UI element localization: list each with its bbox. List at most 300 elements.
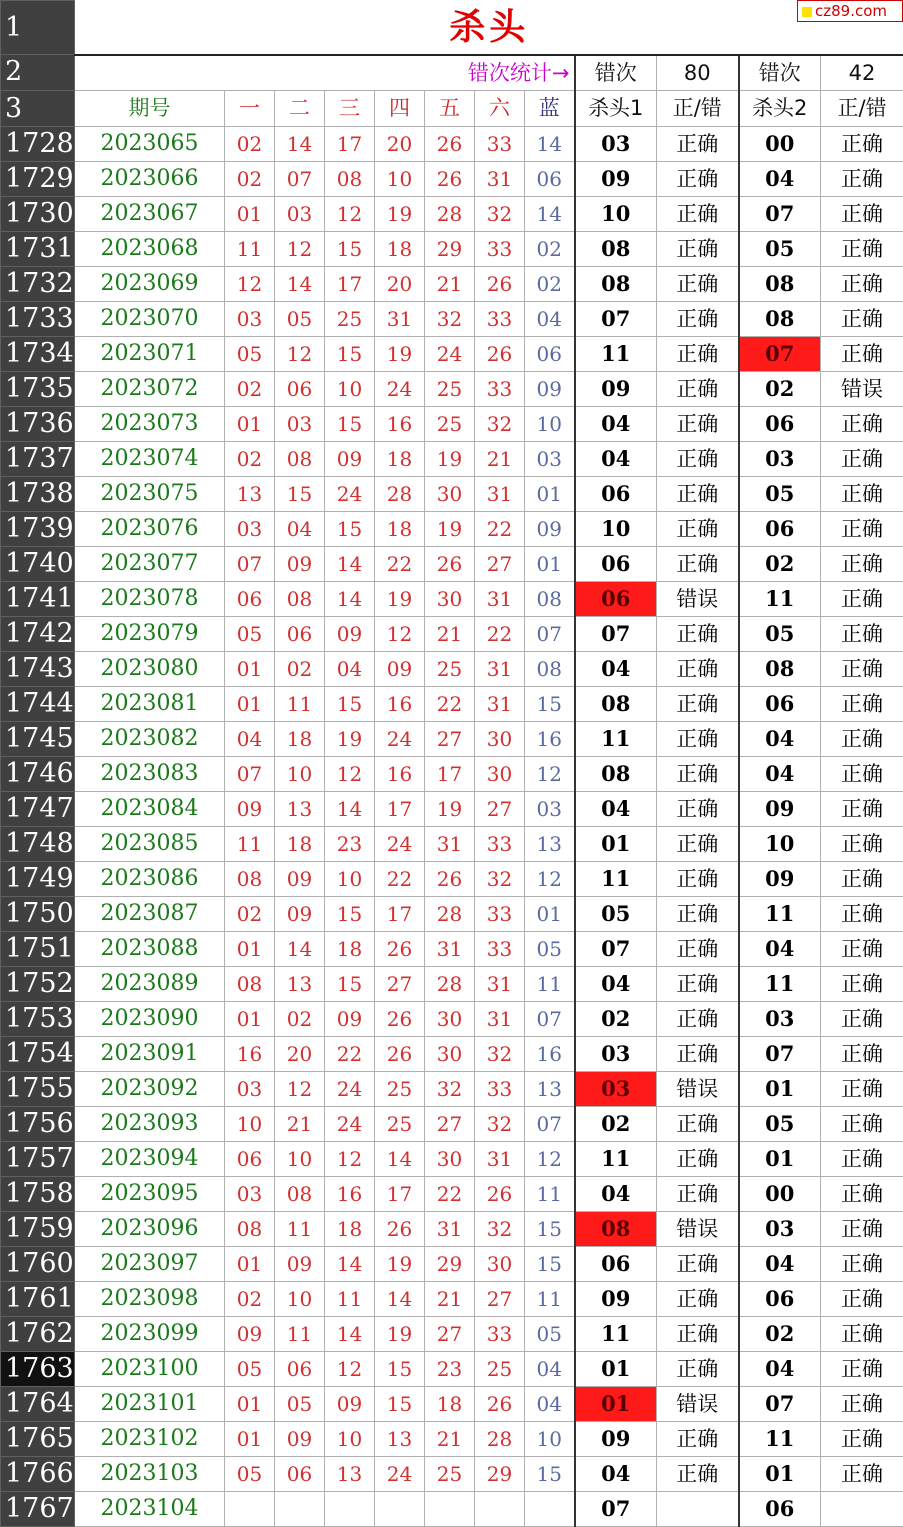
kill-2-cell[interactable]: 07 [739, 1036, 821, 1071]
red-number-cell[interactable]: 09 [325, 1001, 375, 1036]
red-number-cell[interactable]: 25 [425, 651, 475, 686]
blue-number-cell[interactable]: 04 [525, 301, 575, 336]
period-cell[interactable]: 2023091 [75, 1036, 225, 1071]
result-2-cell[interactable]: 正确 [821, 126, 903, 161]
red-number-cell[interactable]: 15 [325, 896, 375, 931]
period-cell[interactable]: 2023080 [75, 651, 225, 686]
period-cell[interactable]: 2023085 [75, 826, 225, 861]
red-number-cell[interactable]: 12 [325, 756, 375, 791]
kill-2-cell[interactable]: 02 [739, 1316, 821, 1351]
row-number[interactable]: 1762 [1, 1316, 75, 1351]
kill-1-cell[interactable]: 04 [575, 1176, 657, 1211]
row-number[interactable]: 1730 [1, 196, 75, 231]
period-cell[interactable]: 2023081 [75, 686, 225, 721]
red-number-cell[interactable]: 31 [475, 581, 525, 616]
row-number[interactable]: 1737 [1, 441, 75, 476]
red-number-cell[interactable]: 19 [375, 581, 425, 616]
red-number-cell[interactable]: 22 [475, 616, 525, 651]
red-number-cell[interactable]: 30 [475, 1246, 525, 1281]
red-number-cell[interactable]: 26 [475, 336, 525, 371]
kill-1-cell[interactable]: 04 [575, 441, 657, 476]
kill-1-cell[interactable]: 07 [575, 616, 657, 651]
kill-1-cell[interactable]: 04 [575, 1456, 657, 1491]
red-number-cell[interactable]: 19 [375, 1246, 425, 1281]
result-1-cell[interactable]: 错误 [657, 1071, 739, 1106]
red-number-cell[interactable]: 30 [475, 721, 525, 756]
red-number-cell[interactable]: 26 [375, 931, 425, 966]
red-number-cell[interactable]: 30 [425, 1036, 475, 1071]
kill-1-cell[interactable]: 09 [575, 161, 657, 196]
blue-number-cell[interactable]: 11 [525, 966, 575, 1001]
kill-1-cell[interactable]: 09 [575, 371, 657, 406]
kill-2-cell[interactable]: 07 [739, 336, 821, 371]
red-number-cell[interactable]: 17 [325, 266, 375, 301]
blue-number-cell[interactable]: 08 [525, 651, 575, 686]
red-number-cell[interactable]: 30 [425, 1001, 475, 1036]
kill-1-cell[interactable]: 06 [575, 1246, 657, 1281]
red-number-cell[interactable]: 06 [275, 616, 325, 651]
red-number-cell[interactable]: 22 [375, 546, 425, 581]
red-number-cell[interactable]: 06 [225, 1141, 275, 1176]
red-number-cell[interactable]: 28 [425, 896, 475, 931]
kill-2-cell[interactable]: 07 [739, 196, 821, 231]
result-1-cell[interactable]: 正确 [657, 861, 739, 896]
result-2-cell[interactable]: 正确 [821, 406, 903, 441]
result-2-cell[interactable]: 正确 [821, 1421, 903, 1456]
blue-number-cell[interactable]: 12 [525, 1141, 575, 1176]
red-number-cell[interactable]: 02 [225, 896, 275, 931]
kill-2-cell[interactable]: 06 [739, 406, 821, 441]
red-number-cell[interactable]: 24 [375, 371, 425, 406]
result-2-cell[interactable]: 正确 [821, 1001, 903, 1036]
result-1-cell[interactable]: 正确 [657, 196, 739, 231]
red-number-cell[interactable]: 07 [225, 756, 275, 791]
red-number-cell[interactable]: 09 [225, 1316, 275, 1351]
row-number[interactable]: 1761 [1, 1281, 75, 1316]
blue-number-cell[interactable]: 08 [525, 581, 575, 616]
kill-2-cell[interactable]: 08 [739, 266, 821, 301]
row-number[interactable]: 1 [1, 1, 75, 55]
red-number-cell[interactable]: 25 [475, 1351, 525, 1386]
row-number[interactable]: 1763 [1, 1351, 75, 1386]
result-2-cell[interactable]: 正确 [821, 791, 903, 826]
kill-1-cell[interactable]: 08 [575, 756, 657, 791]
row-number[interactable]: 1767 [1, 1491, 75, 1526]
red-number-cell[interactable]: 10 [325, 1421, 375, 1456]
red-number-cell[interactable]: 22 [425, 686, 475, 721]
result-1-cell[interactable]: 正确 [657, 1456, 739, 1491]
result-1-cell[interactable]: 正确 [657, 651, 739, 686]
red-number-cell[interactable]: 03 [225, 511, 275, 546]
red-number-cell[interactable]: 08 [275, 581, 325, 616]
red-number-cell[interactable] [425, 1491, 475, 1526]
red-number-cell[interactable]: 18 [375, 231, 425, 266]
red-number-cell[interactable]: 32 [475, 1106, 525, 1141]
period-cell[interactable]: 2023084 [75, 791, 225, 826]
red-number-cell[interactable]: 33 [475, 301, 525, 336]
red-number-cell[interactable]: 29 [425, 231, 475, 266]
row-number[interactable]: 1747 [1, 791, 75, 826]
kill-1-cell[interactable]: 02 [575, 1001, 657, 1036]
blue-number-cell[interactable]: 02 [525, 231, 575, 266]
red-number-cell[interactable]: 22 [475, 511, 525, 546]
kill-2-cell[interactable]: 09 [739, 861, 821, 896]
red-number-cell[interactable]: 14 [275, 266, 325, 301]
result-1-cell[interactable]: 正确 [657, 1421, 739, 1456]
period-cell[interactable]: 2023096 [75, 1211, 225, 1246]
row-number[interactable]: 1734 [1, 336, 75, 371]
red-number-cell[interactable]: 18 [275, 826, 325, 861]
red-number-cell[interactable]: 10 [225, 1106, 275, 1141]
kill-2-cell[interactable]: 05 [739, 1106, 821, 1141]
kill-1-cell[interactable]: 07 [575, 301, 657, 336]
red-number-cell[interactable]: 08 [275, 1176, 325, 1211]
red-number-cell[interactable]: 16 [375, 406, 425, 441]
period-cell[interactable]: 2023083 [75, 756, 225, 791]
row-number[interactable]: 1764 [1, 1386, 75, 1421]
red-number-cell[interactable]: 09 [275, 896, 325, 931]
red-number-cell[interactable]: 03 [225, 1071, 275, 1106]
row-number[interactable]: 1758 [1, 1176, 75, 1211]
red-number-cell[interactable]: 31 [475, 161, 525, 196]
red-number-cell[interactable]: 22 [375, 861, 425, 896]
red-number-cell[interactable]: 32 [475, 861, 525, 896]
red-number-cell[interactable]: 32 [425, 1071, 475, 1106]
red-number-cell[interactable]: 32 [475, 1211, 525, 1246]
red-number-cell[interactable]: 27 [475, 1281, 525, 1316]
red-number-cell[interactable]: 17 [375, 791, 425, 826]
blue-number-cell[interactable]: 07 [525, 1106, 575, 1141]
period-cell[interactable]: 2023101 [75, 1386, 225, 1421]
red-number-cell[interactable]: 19 [425, 791, 475, 826]
period-cell[interactable]: 2023082 [75, 721, 225, 756]
red-number-cell[interactable]: 13 [325, 1456, 375, 1491]
red-number-cell[interactable]: 19 [425, 441, 475, 476]
red-number-cell[interactable]: 17 [325, 126, 375, 161]
kill-1-cell[interactable]: 11 [575, 721, 657, 756]
result-2-cell[interactable]: 正确 [821, 931, 903, 966]
kill-1-cell[interactable]: 07 [575, 931, 657, 966]
red-number-cell[interactable]: 07 [225, 546, 275, 581]
period-cell[interactable]: 2023075 [75, 476, 225, 511]
red-number-cell[interactable]: 09 [325, 1386, 375, 1421]
red-number-cell[interactable]: 09 [275, 1421, 325, 1456]
period-cell[interactable]: 2023086 [75, 861, 225, 896]
red-number-cell[interactable]: 01 [225, 1246, 275, 1281]
kill-1-cell[interactable]: 01 [575, 826, 657, 861]
blue-number-cell[interactable]: 15 [525, 686, 575, 721]
kill-1-cell[interactable]: 08 [575, 231, 657, 266]
red-number-cell[interactable]: 31 [425, 931, 475, 966]
red-number-cell[interactable]: 15 [325, 686, 375, 721]
blue-number-cell[interactable]: 07 [525, 1001, 575, 1036]
kill-1-cell[interactable]: 07 [575, 1491, 657, 1526]
kill-1-cell[interactable]: 05 [575, 896, 657, 931]
result-1-cell[interactable]: 正确 [657, 441, 739, 476]
kill-2-cell[interactable]: 03 [739, 1211, 821, 1246]
red-number-cell[interactable]: 22 [325, 1036, 375, 1071]
result-2-cell[interactable]: 正确 [821, 1176, 903, 1211]
red-number-cell[interactable]: 28 [375, 476, 425, 511]
red-number-cell[interactable]: 31 [375, 301, 425, 336]
blue-number-cell[interactable]: 02 [525, 266, 575, 301]
result-1-cell[interactable]: 正确 [657, 476, 739, 511]
red-number-cell[interactable]: 26 [375, 1001, 425, 1036]
blue-number-cell[interactable]: 12 [525, 861, 575, 896]
red-number-cell[interactable]: 02 [225, 161, 275, 196]
row-number[interactable]: 1740 [1, 546, 75, 581]
red-number-cell[interactable]: 08 [325, 161, 375, 196]
row-number[interactable]: 1759 [1, 1211, 75, 1246]
red-number-cell[interactable]: 20 [275, 1036, 325, 1071]
red-number-cell[interactable]: 10 [275, 1141, 325, 1176]
red-number-cell[interactable]: 14 [275, 931, 325, 966]
red-number-cell[interactable]: 25 [425, 1456, 475, 1491]
red-number-cell[interactable]: 10 [325, 861, 375, 896]
period-cell[interactable]: 2023089 [75, 966, 225, 1001]
period-cell[interactable]: 2023074 [75, 441, 225, 476]
red-number-cell[interactable]: 12 [275, 336, 325, 371]
red-number-cell[interactable]: 31 [425, 826, 475, 861]
red-number-cell[interactable]: 26 [425, 126, 475, 161]
red-number-cell[interactable]: 33 [475, 931, 525, 966]
red-number-cell[interactable]: 12 [225, 266, 275, 301]
red-number-cell[interactable]: 32 [475, 406, 525, 441]
row-number[interactable]: 1750 [1, 896, 75, 931]
kill-1-cell[interactable]: 11 [575, 336, 657, 371]
red-number-cell[interactable]: 11 [325, 1281, 375, 1316]
red-number-cell[interactable]: 05 [225, 336, 275, 371]
row-number[interactable]: 1732 [1, 266, 75, 301]
red-number-cell[interactable]: 12 [325, 1141, 375, 1176]
kill-2-cell[interactable]: 04 [739, 756, 821, 791]
row-number[interactable]: 1743 [1, 651, 75, 686]
red-number-cell[interactable]: 25 [325, 301, 375, 336]
red-number-cell[interactable]: 09 [375, 651, 425, 686]
red-number-cell[interactable]: 17 [425, 756, 475, 791]
red-number-cell[interactable]: 15 [375, 1386, 425, 1421]
row-number[interactable]: 1729 [1, 161, 75, 196]
red-number-cell[interactable]: 21 [425, 266, 475, 301]
red-number-cell[interactable]: 26 [425, 861, 475, 896]
kill-2-cell[interactable]: 02 [739, 371, 821, 406]
kill-1-cell[interactable]: 08 [575, 266, 657, 301]
red-number-cell[interactable]: 13 [375, 1421, 425, 1456]
kill-2-cell[interactable]: 05 [739, 616, 821, 651]
result-1-cell[interactable]: 正确 [657, 896, 739, 931]
period-cell[interactable]: 2023066 [75, 161, 225, 196]
red-number-cell[interactable]: 33 [475, 371, 525, 406]
red-number-cell[interactable]: 06 [275, 1456, 325, 1491]
result-2-cell[interactable]: 正确 [821, 756, 903, 791]
red-number-cell[interactable]: 08 [275, 441, 325, 476]
kill-2-cell[interactable]: 05 [739, 231, 821, 266]
result-2-cell[interactable]: 正确 [821, 1316, 903, 1351]
result-1-cell[interactable]: 正确 [657, 1281, 739, 1316]
period-cell[interactable]: 2023073 [75, 406, 225, 441]
blue-number-cell[interactable]: 14 [525, 126, 575, 161]
kill-1-cell[interactable]: 08 [575, 686, 657, 721]
red-number-cell[interactable]: 16 [375, 756, 425, 791]
result-1-cell[interactable]: 正确 [657, 1176, 739, 1211]
kill-1-cell[interactable]: 10 [575, 511, 657, 546]
red-number-cell[interactable]: 09 [275, 861, 325, 896]
period-cell[interactable]: 2023103 [75, 1456, 225, 1491]
red-number-cell[interactable]: 02 [275, 1001, 325, 1036]
result-2-cell[interactable]: 正确 [821, 651, 903, 686]
row-number[interactable]: 1735 [1, 371, 75, 406]
kill-1-cell[interactable]: 11 [575, 861, 657, 896]
red-number-cell[interactable]: 21 [425, 1281, 475, 1316]
red-number-cell[interactable]: 01 [225, 931, 275, 966]
red-number-cell[interactable]: 27 [425, 721, 475, 756]
row-number[interactable]: 1744 [1, 686, 75, 721]
red-number-cell[interactable]: 02 [275, 651, 325, 686]
red-number-cell[interactable]: 03 [275, 196, 325, 231]
result-1-cell[interactable]: 错误 [657, 1386, 739, 1421]
red-number-cell[interactable]: 26 [375, 1036, 425, 1071]
period-cell[interactable]: 2023072 [75, 371, 225, 406]
red-number-cell[interactable]: 24 [375, 721, 425, 756]
kill-1-cell[interactable]: 06 [575, 546, 657, 581]
period-cell[interactable]: 2023098 [75, 1281, 225, 1316]
kill-2-cell[interactable]: 08 [739, 301, 821, 336]
red-number-cell[interactable]: 08 [225, 1211, 275, 1246]
red-number-cell[interactable]: 02 [225, 371, 275, 406]
red-number-cell[interactable]: 09 [275, 1246, 325, 1281]
row-number[interactable]: 1760 [1, 1246, 75, 1281]
red-number-cell[interactable]: 04 [225, 721, 275, 756]
red-number-cell[interactable]: 19 [375, 1316, 425, 1351]
blue-number-cell[interactable]: 06 [525, 336, 575, 371]
row-number[interactable]: 1728 [1, 126, 75, 161]
red-number-cell[interactable]: 27 [475, 546, 525, 581]
kill-2-cell[interactable]: 08 [739, 651, 821, 686]
red-number-cell[interactable]: 02 [225, 441, 275, 476]
period-cell[interactable]: 2023090 [75, 1001, 225, 1036]
result-2-cell[interactable]: 正确 [821, 966, 903, 1001]
kill-1-cell[interactable]: 09 [575, 1281, 657, 1316]
red-number-cell[interactable]: 01 [225, 196, 275, 231]
row-number[interactable]: 3 [1, 90, 75, 126]
red-number-cell[interactable]: 08 [225, 966, 275, 1001]
result-1-cell[interactable]: 正确 [657, 1001, 739, 1036]
result-1-cell[interactable]: 正确 [657, 616, 739, 651]
red-number-cell[interactable]: 26 [425, 546, 475, 581]
kill-2-cell[interactable]: 00 [739, 126, 821, 161]
period-cell[interactable]: 2023088 [75, 931, 225, 966]
kill-2-cell[interactable]: 01 [739, 1071, 821, 1106]
blue-number-cell[interactable] [525, 1491, 575, 1526]
result-2-cell[interactable]: 正确 [821, 826, 903, 861]
blue-number-cell[interactable]: 04 [525, 1386, 575, 1421]
red-number-cell[interactable] [325, 1491, 375, 1526]
red-number-cell[interactable]: 08 [225, 861, 275, 896]
kill-2-cell[interactable]: 04 [739, 1246, 821, 1281]
red-number-cell[interactable]: 24 [325, 1071, 375, 1106]
result-1-cell[interactable]: 错误 [657, 581, 739, 616]
red-number-cell[interactable]: 33 [475, 1071, 525, 1106]
red-number-cell[interactable]: 02 [225, 126, 275, 161]
row-number[interactable]: 1749 [1, 861, 75, 896]
result-1-cell[interactable]: 正确 [657, 1106, 739, 1141]
red-number-cell[interactable]: 17 [375, 1176, 425, 1211]
red-number-cell[interactable]: 16 [225, 1036, 275, 1071]
result-1-cell[interactable]: 正确 [657, 686, 739, 721]
red-number-cell[interactable]: 09 [275, 546, 325, 581]
period-cell[interactable]: 2023069 [75, 266, 225, 301]
row-number[interactable]: 1754 [1, 1036, 75, 1071]
red-number-cell[interactable]: 18 [375, 511, 425, 546]
period-cell[interactable]: 2023068 [75, 231, 225, 266]
red-number-cell[interactable]: 04 [325, 651, 375, 686]
red-number-cell[interactable]: 06 [225, 581, 275, 616]
red-number-cell[interactable]: 12 [325, 196, 375, 231]
blue-number-cell[interactable]: 04 [525, 1351, 575, 1386]
red-number-cell[interactable]: 14 [325, 791, 375, 826]
blue-number-cell[interactable]: 10 [525, 406, 575, 441]
red-number-cell[interactable]: 27 [425, 1316, 475, 1351]
red-number-cell[interactable]: 11 [225, 826, 275, 861]
result-1-cell[interactable]: 正确 [657, 721, 739, 756]
red-number-cell[interactable]: 19 [325, 721, 375, 756]
red-number-cell[interactable]: 06 [275, 1351, 325, 1386]
red-number-cell[interactable]: 12 [275, 1071, 325, 1106]
red-number-cell[interactable]: 05 [225, 1456, 275, 1491]
red-number-cell[interactable]: 31 [475, 651, 525, 686]
red-number-cell[interactable]: 30 [425, 476, 475, 511]
red-number-cell[interactable]: 18 [375, 441, 425, 476]
red-number-cell[interactable]: 05 [275, 301, 325, 336]
red-number-cell[interactable]: 31 [475, 1001, 525, 1036]
red-number-cell[interactable]: 17 [375, 896, 425, 931]
red-number-cell[interactable]: 28 [475, 1421, 525, 1456]
kill-2-cell[interactable]: 09 [739, 791, 821, 826]
row-number[interactable]: 1738 [1, 476, 75, 511]
red-number-cell[interactable]: 15 [375, 1351, 425, 1386]
row-number[interactable]: 1753 [1, 1001, 75, 1036]
red-number-cell[interactable]: 13 [275, 966, 325, 1001]
red-number-cell[interactable]: 30 [425, 1141, 475, 1176]
red-number-cell[interactable]: 15 [325, 336, 375, 371]
red-number-cell[interactable]: 26 [425, 161, 475, 196]
blue-number-cell[interactable]: 12 [525, 756, 575, 791]
red-number-cell[interactable]: 26 [475, 1176, 525, 1211]
result-2-cell[interactable]: 正确 [821, 686, 903, 721]
red-number-cell[interactable]: 01 [225, 406, 275, 441]
blue-number-cell[interactable]: 13 [525, 1071, 575, 1106]
period-cell[interactable]: 2023079 [75, 616, 225, 651]
kill-1-cell[interactable]: 06 [575, 476, 657, 511]
row-number[interactable]: 1756 [1, 1106, 75, 1141]
kill-2-cell[interactable]: 10 [739, 826, 821, 861]
red-number-cell[interactable]: 29 [475, 1456, 525, 1491]
result-2-cell[interactable]: 正确 [821, 266, 903, 301]
result-1-cell[interactable]: 正确 [657, 336, 739, 371]
result-2-cell[interactable]: 正确 [821, 1281, 903, 1316]
kill-2-cell[interactable]: 04 [739, 161, 821, 196]
red-number-cell[interactable]: 10 [325, 371, 375, 406]
red-number-cell[interactable]: 22 [425, 1176, 475, 1211]
kill-1-cell[interactable]: 04 [575, 966, 657, 1001]
row-number[interactable]: 1766 [1, 1456, 75, 1491]
red-number-cell[interactable]: 10 [275, 756, 325, 791]
blue-number-cell[interactable]: 16 [525, 721, 575, 756]
red-number-cell[interactable] [475, 1491, 525, 1526]
red-number-cell[interactable]: 30 [475, 756, 525, 791]
red-number-cell[interactable]: 14 [375, 1281, 425, 1316]
period-cell[interactable]: 2023099 [75, 1316, 225, 1351]
